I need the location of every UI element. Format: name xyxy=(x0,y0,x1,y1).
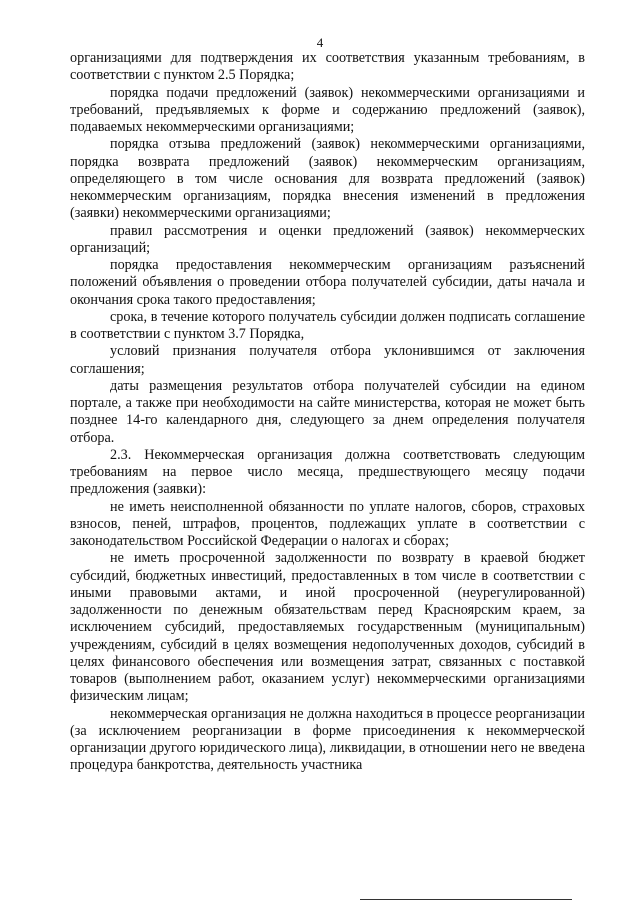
paragraph: порядка отзыва предложений (заявок) некоммерческими организациями, порядка возврата предложений (заявок) некоммерческим организациям, определяющего в том числе основания для возврата предложений (заявок) некоммерческим организациям, порядка внесения изменений в предложения (заявки) некоммерческими организациями; xyxy=(70,136,585,222)
paragraph: не иметь неисполненной обязанности по уплате налогов, сборов, страховых взносов, пеней, штрафов, процентов, подлежащих уплате в соответствии с законодательством Российской Федерации о налогах и сборах; xyxy=(70,498,585,549)
paragraph: даты размещения результатов отбора получателей субсидии на едином портале, а также при необходимости на сайте министерства, которая не может быть позднее 14-го календарного дня, следующего за днем определения получателя отбора. xyxy=(70,377,585,446)
paragraph: порядка подачи предложений (заявок) некоммерческими организациями и требований, предъявляемых к форме и содержанию предложений (заявок), подаваемых некоммерческими организациями; xyxy=(70,84,585,135)
paragraph: порядка предоставления некоммерческим организациям разъяснений положений объявления о проведении отбора получателей субсидии, даты начала и окончания срока такого предоставления; xyxy=(70,257,585,308)
paragraph: условий признания получателя отбора уклонившимся от заключения соглашения; xyxy=(70,343,585,377)
paragraph: не иметь просроченной задолженности по возврату в краевой бюджет субсидий, бюджетных инвестиций, предоставленных в том числе в соответствии с иными правовыми актами, и иной просроченной (неурегулированной) задолженности по денежным обязательствам перед Красноярским краем, за исключением субсидий, предоставляемых государственным (муниципальным) учреждениям, субсидий в целях возмещения недополученных доходов, субсидий в целях финансового обеспечения или возмещения затрат, связанных с поставкой товаров (выполнением работ, оказанием услуг) некоммерческими организациями физическим лицам; xyxy=(70,550,585,705)
paragraph: срока, в течение которого получатель субсидии должен подписать соглашение в соответствии с пунктом 3.7 Порядка, xyxy=(70,308,585,342)
paragraph: 2.3. Некоммерческая организация должна соответствовать следующим требованиям на первое число месяца, предшествующего месяцу подачи предложения (заявки): xyxy=(70,446,585,498)
document-body xyxy=(70,50,585,775)
paragraph: некоммерческая организация не должна находиться в процессе реорганизации (за исключением реорганизации в форме присоединения к некоммерческой организации другого юридического лица), ликвидации, в отношении него не введена процедура банкротства, деятельность участника xyxy=(70,705,585,774)
page-number: 4 xyxy=(316,35,324,50)
footer-divider xyxy=(360,899,572,900)
paragraph: правил рассмотрения и оценки предложений (заявок) некоммерческих организаций; xyxy=(70,222,585,256)
paragraph: организациями для подтверждения их соответствия указанным требованиям, в соответствии с пунктом 2.5 Порядка; xyxy=(70,50,585,84)
